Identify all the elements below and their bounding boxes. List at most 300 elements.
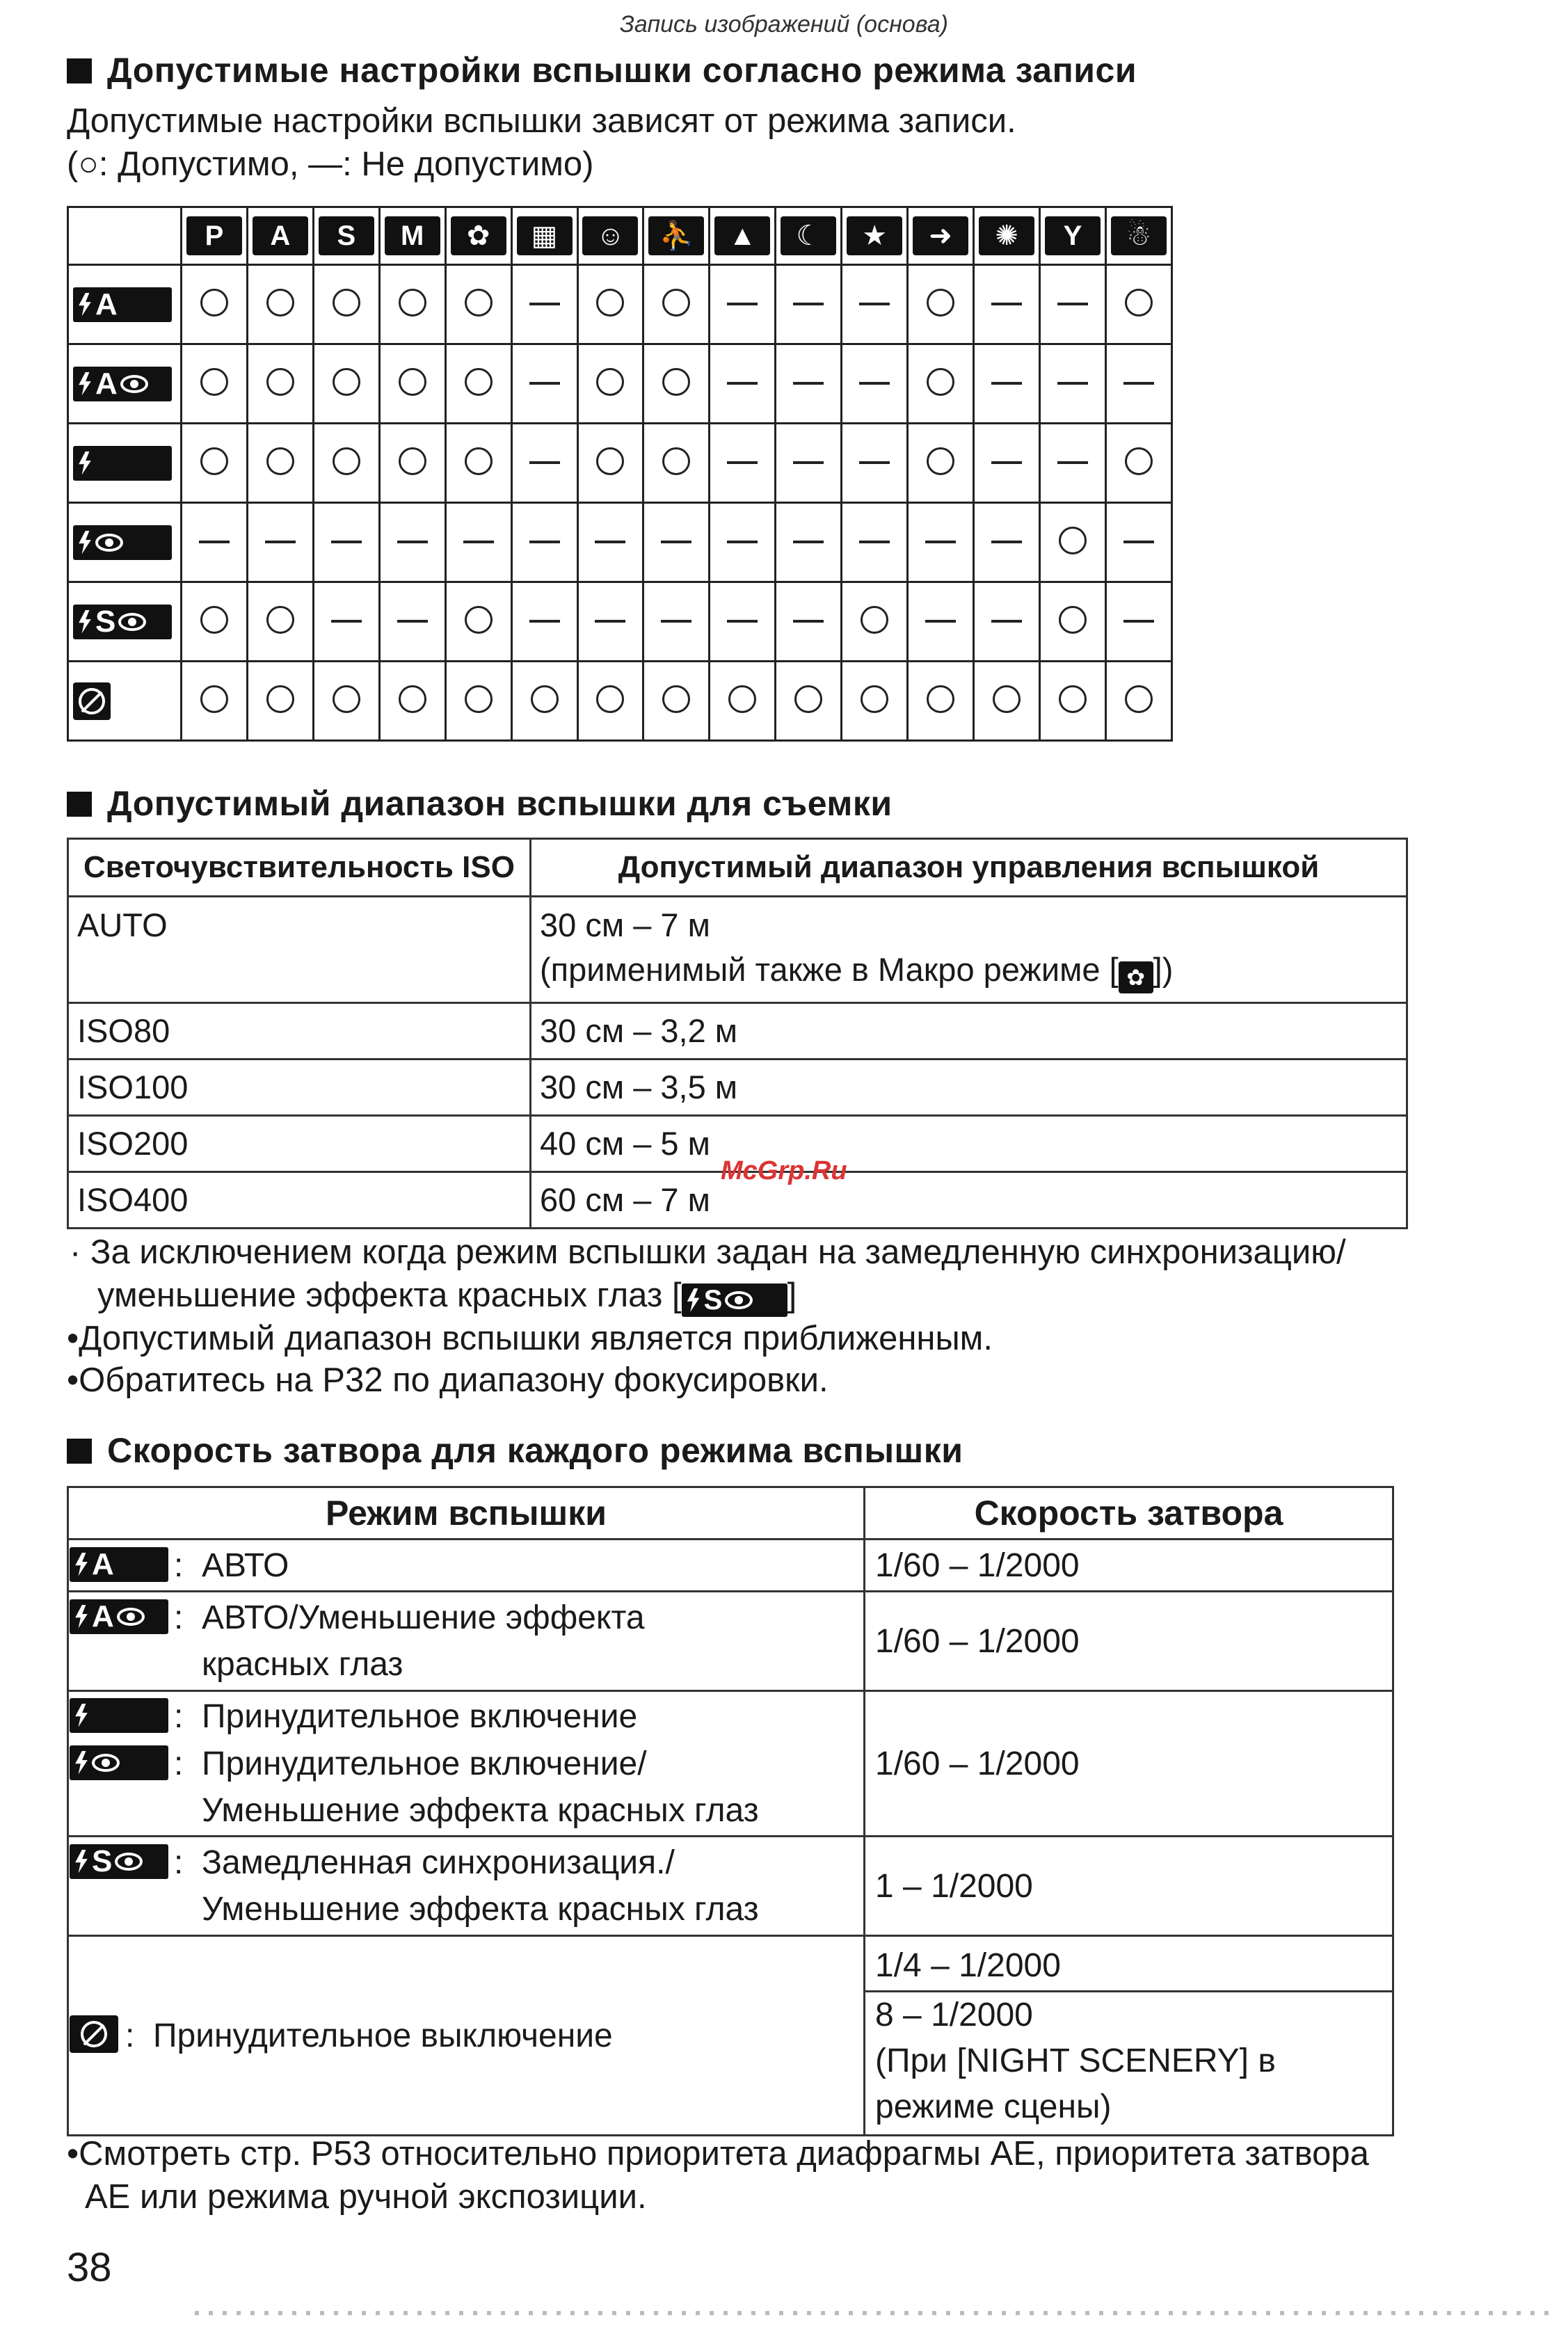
not-allowed-mark xyxy=(793,303,824,305)
macro-icon: ✿ xyxy=(451,216,506,255)
bullet-square-icon xyxy=(67,58,92,83)
value-cell xyxy=(710,424,776,503)
value-cell xyxy=(776,582,842,662)
not-allowed-mark xyxy=(1123,382,1154,385)
value-cell xyxy=(577,662,643,741)
flash-forced-redeye-icon xyxy=(73,525,172,560)
value-cell xyxy=(974,265,1040,344)
value-cell xyxy=(379,662,445,741)
value-cell xyxy=(908,662,974,741)
allowed-mark xyxy=(596,289,624,317)
allowed-mark xyxy=(333,447,360,475)
allowed-mark xyxy=(465,289,493,317)
speed-off-3: (При [NIGHT SCENERY] в xyxy=(875,2042,1276,2079)
night-portrait-icon: ★ xyxy=(847,216,902,255)
range-note-end: ]) xyxy=(1153,951,1174,988)
range-cell xyxy=(531,897,1407,1003)
allowed-mark xyxy=(662,368,690,396)
not-allowed-mark xyxy=(727,541,758,543)
value-cell xyxy=(1105,662,1171,741)
value-cell xyxy=(182,582,248,662)
allowed-mark xyxy=(399,685,426,713)
note1-line2 xyxy=(97,1274,797,1317)
allowed-mark xyxy=(399,447,426,475)
not-allowed-mark xyxy=(331,541,362,543)
not-allowed-mark xyxy=(529,303,560,305)
not-allowed-mark xyxy=(1123,541,1154,543)
value-cell xyxy=(842,265,908,344)
flash-mode-cell xyxy=(68,265,182,344)
range-note-text: (применимый также в Макро режиме [ xyxy=(540,951,1119,988)
value-cell xyxy=(247,662,313,741)
corner-cell xyxy=(68,207,182,265)
mode-forced-on-text: Принудительное включение xyxy=(202,1697,638,1735)
section1-title-text: Допустимые настройки вспышки согласно режима записи xyxy=(107,51,1137,90)
value-cell xyxy=(511,662,577,741)
mode-cell: : Принудительное включение : Принудительное включение/ Уменьшение эффекта красных глаз xyxy=(68,1691,865,1837)
allowed-mark xyxy=(662,447,690,475)
value-cell xyxy=(445,265,511,344)
allowed-mark xyxy=(662,289,690,317)
mode-auto-redeye-text-2: красных глаз xyxy=(202,1646,403,1683)
allowed-mark xyxy=(596,447,624,475)
table-row xyxy=(68,1540,1393,1592)
not-allowed-mark xyxy=(397,620,428,623)
table-row xyxy=(68,662,1172,741)
value-cell xyxy=(577,582,643,662)
value-cell xyxy=(643,265,710,344)
flash-mode-column-header: Режим вспышки xyxy=(68,1487,865,1540)
allowed-mark xyxy=(927,447,954,475)
value-cell xyxy=(247,582,313,662)
range-column-header: Допустимый диапазон управления вспышкой xyxy=(531,839,1407,897)
bullet-square-icon xyxy=(67,792,92,817)
allowed-mark xyxy=(596,368,624,396)
value-cell xyxy=(182,503,248,582)
allowed-mark xyxy=(1125,685,1153,713)
value-cell xyxy=(842,344,908,424)
value-cell xyxy=(511,344,577,424)
allowed-mark xyxy=(927,289,954,317)
allowed-mark xyxy=(333,368,360,396)
allowed-mark xyxy=(531,685,559,713)
value-cell xyxy=(1105,582,1171,662)
value-cell xyxy=(182,265,248,344)
iso-cell: ISO400 xyxy=(68,1172,531,1229)
flash-auto-icon: A xyxy=(70,1547,168,1582)
value-cell xyxy=(379,344,445,424)
not-allowed-mark xyxy=(991,303,1022,305)
table-row xyxy=(68,344,1172,424)
not-allowed-mark xyxy=(661,541,691,543)
allowed-mark xyxy=(266,606,294,634)
mode-cell: : Принудительное выключение xyxy=(68,1936,865,2136)
not-allowed-mark xyxy=(925,541,956,543)
not-allowed-mark xyxy=(991,541,1022,543)
not-allowed-mark xyxy=(925,620,956,623)
table-row xyxy=(68,265,1172,344)
allowed-mark xyxy=(1059,527,1087,554)
value-cell xyxy=(842,582,908,662)
flash-slow-sync-redeye-icon: S xyxy=(682,1284,787,1317)
mode-header-cell xyxy=(842,207,908,265)
note1-end: ] xyxy=(787,1277,797,1314)
value-cell xyxy=(247,265,313,344)
value-cell xyxy=(247,503,313,582)
not-allowed-mark xyxy=(727,620,758,623)
table-row xyxy=(68,503,1172,582)
mode-auto-text: АВТО xyxy=(202,1546,289,1584)
flash-forced-redeye-icon xyxy=(70,1745,168,1780)
section1-title xyxy=(67,50,1137,90)
mode-header-cell xyxy=(776,207,842,265)
speed-cell: 1/60 – 1/2000 xyxy=(865,1540,1393,1592)
not-allowed-mark xyxy=(991,382,1022,385)
allowed-mark xyxy=(266,289,294,317)
allowed-mark xyxy=(200,368,228,396)
flash-mode-cell xyxy=(68,662,182,741)
mode-a-label: A xyxy=(253,216,308,255)
value-cell xyxy=(974,424,1040,503)
range-cell: 60 см – 7 м xyxy=(531,1172,1407,1229)
value-cell xyxy=(313,503,379,582)
table-row xyxy=(68,1837,1393,1936)
not-allowed-mark xyxy=(1057,382,1088,385)
mode-header-cell xyxy=(247,207,313,265)
allowed-mark xyxy=(200,685,228,713)
value-cell xyxy=(1105,424,1171,503)
table-row xyxy=(68,1059,1407,1116)
value-cell xyxy=(379,582,445,662)
allowed-mark xyxy=(465,685,493,713)
speed-cell: 1 – 1/2000 xyxy=(865,1837,1393,1936)
page-number: 38 xyxy=(67,2245,112,2290)
table-row xyxy=(68,424,1172,503)
allowed-mark xyxy=(794,685,822,713)
flash-off-icon xyxy=(73,682,111,720)
allowed-mark xyxy=(465,606,493,634)
value-cell xyxy=(643,582,710,662)
allowed-mark xyxy=(861,685,888,713)
not-allowed-mark xyxy=(991,461,1022,464)
value-cell xyxy=(379,503,445,582)
night-scenery-icon: ☾ xyxy=(781,216,836,255)
not-allowed-mark xyxy=(595,541,625,543)
allowed-mark xyxy=(993,685,1021,713)
value-cell xyxy=(1039,503,1105,582)
value-cell xyxy=(379,265,445,344)
value-cell xyxy=(908,503,974,582)
value-cell xyxy=(974,582,1040,662)
not-allowed-mark xyxy=(1123,620,1154,623)
not-allowed-mark xyxy=(331,620,362,623)
mode-forced-redeye-text-2: Уменьшение эффекта красных глаз xyxy=(202,1792,759,1829)
mode-header-cell xyxy=(577,207,643,265)
mode-header-cell xyxy=(1039,207,1105,265)
allowed-mark xyxy=(861,606,888,634)
value-cell xyxy=(313,265,379,344)
value-cell xyxy=(1039,424,1105,503)
iso-cell: ISO200 xyxy=(68,1116,531,1172)
range-cell: 30 см – 3,2 м xyxy=(531,1003,1407,1059)
flash-slow-sync-redeye-icon: S xyxy=(73,605,172,639)
watermark: McGrp.Ru xyxy=(721,1156,847,1185)
value-cell xyxy=(643,424,710,503)
shutter-speed-table xyxy=(67,1486,1394,2136)
allowed-mark xyxy=(266,447,294,475)
value-cell xyxy=(313,344,379,424)
panning-icon: ➜ xyxy=(913,216,968,255)
flash-off-icon xyxy=(70,2015,118,2053)
mode-slow-sync-text: Замедленная синхронизация./ xyxy=(202,1844,675,1881)
flash-table-header xyxy=(68,207,1172,265)
mode-header-cell xyxy=(908,207,974,265)
range-cell: 40 см – 5 м xyxy=(531,1116,1407,1172)
note2: •Допустимый диапазон вспышки является приближенным. xyxy=(67,1320,993,1357)
allowed-mark xyxy=(200,606,228,634)
allowed-mark xyxy=(333,685,360,713)
flash-forced-on-icon xyxy=(73,446,172,481)
not-allowed-mark xyxy=(727,461,758,464)
shutter-table-header xyxy=(68,1487,1393,1540)
bullet-square-icon xyxy=(67,1439,92,1464)
scenery-icon: ▲ xyxy=(714,216,770,255)
value-cell xyxy=(182,662,248,741)
section2-title-text: Допустимый диапазон вспышки для съемки xyxy=(107,784,893,823)
not-allowed-mark xyxy=(859,541,890,543)
value-cell xyxy=(643,503,710,582)
value-cell xyxy=(511,265,577,344)
flash-auto-redeye-icon: A xyxy=(73,367,172,401)
value-cell xyxy=(776,424,842,503)
allowed-mark xyxy=(1125,447,1153,475)
iso-cell: ISO80 xyxy=(68,1003,531,1059)
mode-header-cell xyxy=(379,207,445,265)
table-row xyxy=(68,1936,1393,2136)
value-cell xyxy=(710,503,776,582)
value-cell xyxy=(577,503,643,582)
value-cell xyxy=(247,344,313,424)
portrait-icon: ☺ xyxy=(582,216,638,255)
value-cell xyxy=(445,662,511,741)
iso-cell: ISO100 xyxy=(68,1059,531,1116)
flash-auto-icon: A xyxy=(73,287,172,322)
value-cell xyxy=(1039,582,1105,662)
value-cell xyxy=(313,582,379,662)
macro-icon: ✿ xyxy=(1119,961,1153,993)
mode-cell: A : АВТО xyxy=(68,1540,865,1592)
value-cell xyxy=(710,344,776,424)
mode-forced-redeye-text: Принудительное включение/ xyxy=(202,1745,647,1782)
value-cell xyxy=(842,424,908,503)
flash-settings-table xyxy=(67,206,1173,742)
range-cell: 30 см – 3,5 м xyxy=(531,1059,1407,1116)
not-allowed-mark xyxy=(793,382,824,385)
shutter-speed-column-header: Скорость затвора xyxy=(865,1487,1393,1540)
speed-off-4: режиме сцены) xyxy=(875,2088,1112,2125)
mode-header-cell xyxy=(511,207,577,265)
value-cell xyxy=(908,424,974,503)
mode-header-cell xyxy=(445,207,511,265)
party-icon: Y xyxy=(1045,216,1101,255)
not-allowed-mark xyxy=(463,541,494,543)
allowed-mark xyxy=(200,289,228,317)
value-cell xyxy=(577,344,643,424)
value-cell xyxy=(908,344,974,424)
section2-title xyxy=(67,783,893,824)
value-cell xyxy=(577,424,643,503)
not-allowed-mark xyxy=(529,620,560,623)
value-cell xyxy=(445,344,511,424)
not-allowed-mark xyxy=(1057,461,1088,464)
value-cell xyxy=(710,662,776,741)
value-cell xyxy=(842,503,908,582)
value-cell xyxy=(776,662,842,741)
not-allowed-mark xyxy=(727,303,758,305)
iso-cell: AUTO xyxy=(68,897,531,1003)
movie-icon: ▦ xyxy=(517,216,573,255)
mode-header-cell xyxy=(182,207,248,265)
mode-s-label: S xyxy=(319,216,374,255)
value-cell xyxy=(313,662,379,741)
value-cell xyxy=(842,662,908,741)
value-cell xyxy=(1039,344,1105,424)
speed-off-2: 8 – 1/2000 xyxy=(875,1996,1033,2033)
footnote-line1: •Смотреть стр. P53 относительно приоритета диафрагмы AE, приоритета затвора xyxy=(67,2135,1369,2173)
not-allowed-mark xyxy=(661,620,691,623)
value-cell xyxy=(445,424,511,503)
value-cell xyxy=(974,662,1040,741)
value-cell xyxy=(1105,265,1171,344)
value-cell xyxy=(776,344,842,424)
fireworks-icon: ✺ xyxy=(979,216,1034,255)
note3: •Обратитесь на P32 по диапазону фокусировки. xyxy=(67,1361,829,1399)
speed-cell: 1/60 – 1/2000 xyxy=(865,1691,1393,1837)
value-cell xyxy=(511,503,577,582)
allowed-mark xyxy=(333,289,360,317)
not-allowed-mark xyxy=(859,303,890,305)
allowed-mark xyxy=(1125,289,1153,317)
sports-icon: ⛹ xyxy=(648,216,704,255)
not-allowed-mark xyxy=(991,620,1022,623)
section3-title xyxy=(67,1430,963,1471)
mode-m-label: M xyxy=(385,216,440,255)
not-allowed-mark xyxy=(793,541,824,543)
mode-header-cell xyxy=(710,207,776,265)
allowed-mark xyxy=(662,685,690,713)
mode-header-cell xyxy=(974,207,1040,265)
value-cell xyxy=(643,344,710,424)
range-value: 30 см – 7 м xyxy=(540,906,710,943)
not-allowed-mark xyxy=(859,382,890,385)
allowed-mark xyxy=(728,685,756,713)
value-cell xyxy=(511,582,577,662)
value-cell xyxy=(1039,662,1105,741)
not-allowed-mark xyxy=(265,541,296,543)
value-cell xyxy=(1039,265,1105,344)
table-row xyxy=(68,897,1407,1003)
mode-cell: S : Замедленная синхронизация./ Уменьшение эффекта красных глаз xyxy=(68,1837,865,1936)
allowed-mark xyxy=(465,368,493,396)
allowed-mark xyxy=(399,289,426,317)
flash-forced-on-icon xyxy=(70,1698,168,1733)
value-cell xyxy=(710,582,776,662)
value-cell xyxy=(710,265,776,344)
value-cell xyxy=(908,265,974,344)
mode-slow-sync-text-2: Уменьшение эффекта красных глаз xyxy=(202,1891,759,1928)
allowed-mark xyxy=(1059,606,1087,634)
table-row xyxy=(68,1592,1393,1691)
mode-header-cell xyxy=(643,207,710,265)
value-cell xyxy=(182,344,248,424)
flash-slow-sync-redeye-icon: S xyxy=(70,1844,168,1879)
not-allowed-mark xyxy=(529,382,560,385)
table-row xyxy=(68,1003,1407,1059)
not-allowed-mark xyxy=(529,541,560,543)
section3-title-text: Скорость затвора для каждого режима вспышки xyxy=(107,1431,963,1470)
not-allowed-mark xyxy=(199,541,230,543)
allowed-mark xyxy=(1059,685,1087,713)
mode-header-cell xyxy=(313,207,379,265)
value-cell xyxy=(313,424,379,503)
value-cell xyxy=(379,424,445,503)
range-table-header xyxy=(68,839,1407,897)
allowed-mark xyxy=(465,447,493,475)
iso-column-header: Светочувствительность ISO xyxy=(68,839,531,897)
not-allowed-mark xyxy=(529,461,560,464)
allowed-mark xyxy=(266,368,294,396)
value-cell xyxy=(974,503,1040,582)
not-allowed-mark xyxy=(793,620,824,623)
flash-mode-cell xyxy=(68,503,182,582)
mode-forced-off-text: Принудительное выключение xyxy=(153,2017,613,2054)
snow-icon: ☃ xyxy=(1111,216,1167,255)
value-cell xyxy=(643,662,710,741)
flash-mode-cell xyxy=(68,582,182,662)
value-cell xyxy=(776,503,842,582)
decorative-dotted-line xyxy=(195,2311,1551,2315)
section1-text1: Допустимые настройки вспышки зависят от режима записи. xyxy=(67,102,1016,140)
section1-text2: (○: Допустимо, —: Не допустимо) xyxy=(67,145,594,183)
value-cell xyxy=(247,424,313,503)
value-cell xyxy=(776,265,842,344)
flash-mode-cell xyxy=(68,344,182,424)
page-header: Запись изображений (основа) xyxy=(620,11,948,38)
range-note xyxy=(540,947,1398,993)
allowed-mark xyxy=(927,685,954,713)
not-allowed-mark xyxy=(595,620,625,623)
flash-auto-redeye-icon: A xyxy=(70,1599,168,1634)
not-allowed-mark xyxy=(793,461,824,464)
mode-p-label: P xyxy=(186,216,242,255)
value-cell xyxy=(908,582,974,662)
value-cell xyxy=(1105,503,1171,582)
footnote-line2: AE или режима ручной экспозиции. xyxy=(85,2178,647,2216)
value-cell xyxy=(577,265,643,344)
mode-cell: A : АВТО/Уменьшение эффекта красных глаз xyxy=(68,1592,865,1691)
value-cell xyxy=(182,424,248,503)
allowed-mark xyxy=(927,368,954,396)
mode-header-cell xyxy=(1105,207,1171,265)
value-cell xyxy=(445,582,511,662)
allowed-mark xyxy=(266,685,294,713)
value-cell xyxy=(511,424,577,503)
mode-auto-redeye-text: АВТО/Уменьшение эффекта xyxy=(202,1599,645,1636)
value-cell xyxy=(974,344,1040,424)
not-allowed-mark xyxy=(727,382,758,385)
speed-cell: 1/60 – 1/2000 xyxy=(865,1592,1393,1691)
not-allowed-mark xyxy=(859,461,890,464)
